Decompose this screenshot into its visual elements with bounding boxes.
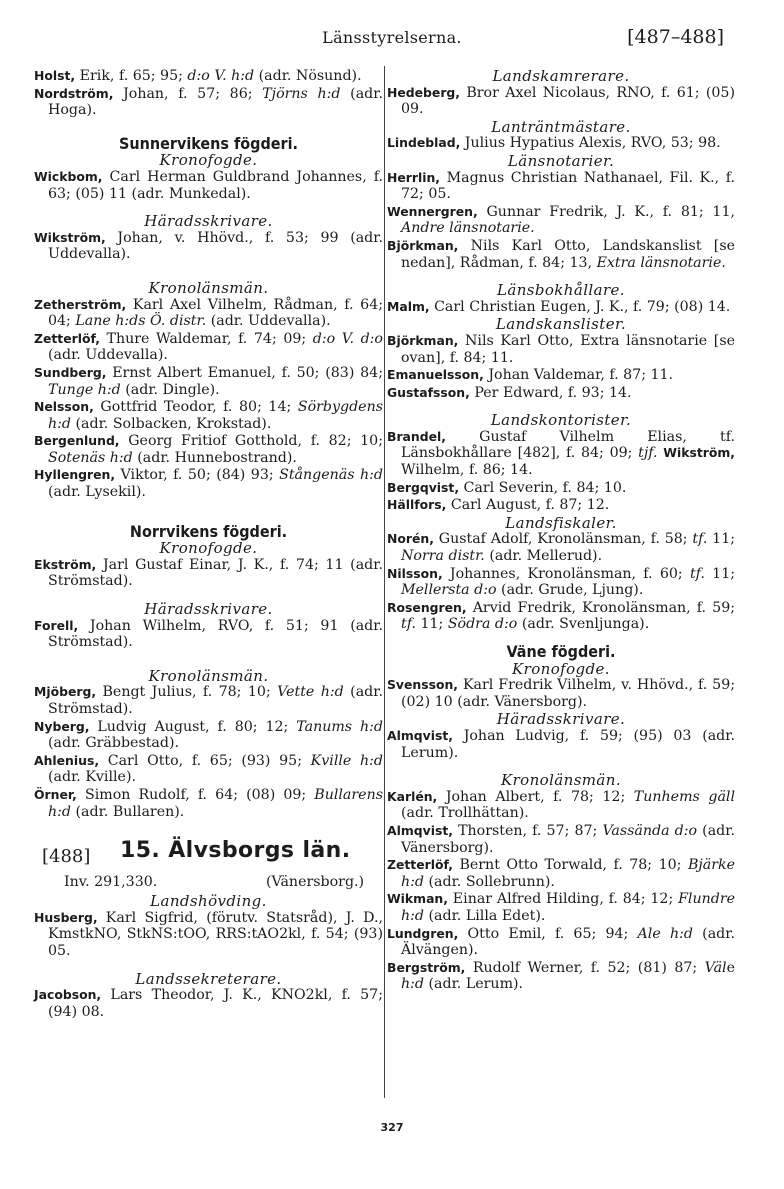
- entry-text: Johan Wilhelm, RVO, f. 51; 91 (adr. Strömstad).: [48, 617, 383, 651]
- person-entry: [387, 238, 735, 271]
- right-column: [387, 68, 735, 994]
- person-entry: [34, 910, 383, 960]
- entry-text: Carl Christian Eugen, J. K., f. 79; (08) 14.: [429, 298, 731, 315]
- office-title: Landskanslister.: [495, 315, 627, 334]
- entry-text: Per Edward, f. 93; 14.: [469, 384, 632, 401]
- entry-italic-text: Stångenäs h:d: [279, 467, 383, 484]
- person-name: Hyllengren,: [34, 467, 116, 483]
- page-title: Länsstyrelserna.: [322, 28, 462, 47]
- entry-italic-text: Norra distr.: [401, 548, 485, 565]
- person-name: Zetterlöf,: [34, 330, 100, 346]
- person-entry: [34, 68, 383, 85]
- entry-text: Bengt Julius, f. 78; 10;: [96, 684, 278, 701]
- entry-italic-text: d:o V. h:d: [187, 68, 255, 84]
- entry-text: Einar Alfred Hilding, f. 84; 12;: [447, 891, 679, 908]
- entry-italic-text: tjf.: [638, 445, 658, 462]
- office-title: Länsbokhållare.: [497, 281, 625, 300]
- person-name: Ekström,: [34, 556, 97, 572]
- person-entry: [34, 467, 383, 500]
- person-entry: [387, 677, 735, 710]
- person-entry: [387, 789, 735, 822]
- entry-italic-text: Ale h:d: [637, 925, 693, 942]
- person-entry: [34, 557, 383, 590]
- office-title: Lanträntmästare.: [491, 117, 631, 136]
- entry-text: Johan, v. Hhövd., f. 53; 99 (adr. Uddevalla).: [48, 229, 383, 263]
- person-entry: [34, 684, 383, 717]
- office-title: Kronofogde.: [512, 659, 610, 678]
- person-name: Wickbom,: [34, 168, 103, 184]
- entry-text: Karl Fredrik Vilhelm, v. Hhövd., f. 59; (02) 10 (adr. Vänersborg).: [401, 677, 735, 710]
- entry-italic-text: tf.: [692, 531, 708, 548]
- person-entry: [34, 618, 383, 651]
- entry-text: Ernst Albert Emanuel, f. 50; (83) 84;: [106, 364, 383, 381]
- entry-text: (adr. Strömstad).: [48, 684, 383, 717]
- entry-text: Rudolf Werner, f. 52; (81) 87;: [465, 959, 705, 976]
- person-name: Nordström,: [34, 85, 114, 101]
- entry-italic-text: Bullarens h:d: [48, 786, 383, 820]
- entry-text: (adr. Hoga).: [48, 85, 383, 119]
- person-name: Zetterlöf,: [387, 857, 453, 873]
- person-entry: [387, 135, 735, 152]
- person-name: Hedeberg,: [387, 84, 461, 100]
- entry-text: Bror Axel Nicolaus, RNO, f. 61; (05) 09.: [401, 84, 735, 118]
- entry-italic-text: Södra d:o: [447, 616, 518, 633]
- entry-italic-text: h:d: [401, 976, 424, 993]
- entry-text: (adr. Dingle).: [120, 381, 220, 398]
- section-heading: Sunnervikens fögderi.: [118, 133, 299, 153]
- person-name: Norén,: [387, 531, 434, 547]
- office-title: Kronolänsmän.: [501, 771, 621, 790]
- population-count: Inv. 291,330.: [64, 874, 158, 891]
- entry-text: Gunnar Fredrik, J. K., f. 81; 11,: [477, 203, 735, 220]
- entry-text: Jarl Gustaf Einar, J. K., f. 74; 11 (adr. Strömstad).: [48, 556, 383, 590]
- entry-italic-text: Tanums h:d: [296, 718, 383, 735]
- entry-text: (adr. Hunnebostrand).: [132, 449, 297, 466]
- office-title: Landssekreterare.: [135, 969, 282, 988]
- entry-italic-text: Bjärke h:d: [401, 857, 735, 890]
- entry-text: Viktor, f. 50; (84) 93;: [115, 467, 280, 484]
- person-entry: [34, 433, 383, 466]
- entry-text: (adr. Nösund).: [254, 68, 362, 84]
- person-name: Svensson,: [387, 677, 459, 693]
- office-title: Landsfiskaler.: [505, 513, 617, 532]
- person-entry: [387, 600, 735, 633]
- person-name: Almqvist,: [387, 727, 453, 743]
- person-name: Almqvist,: [387, 822, 453, 838]
- entry-italic-text: Tunge h:d: [48, 381, 121, 398]
- entry-italic-text: Tunhems gäll: [633, 788, 735, 805]
- person-entry: [34, 987, 383, 1020]
- county-heading: [34, 838, 383, 873]
- entry-text: Nils Karl Otto, Extra länsnotarie [se ovan], f. 84; 11.: [401, 332, 735, 366]
- spacer: [34, 264, 383, 280]
- person-name: Rosengren,: [387, 599, 467, 615]
- entry-text: (adr. Gräbbestad).: [48, 735, 180, 752]
- person-name: Herrlin,: [387, 169, 441, 185]
- entry-italic-text: Flundre h:d: [401, 891, 735, 924]
- entry-text: Johannes, Kronolänsman, f. 60;: [442, 565, 690, 582]
- entry-text: Georg Fritiof Gotthold, f. 82; 10;: [119, 433, 383, 450]
- person-entry: [387, 823, 735, 856]
- entry-text: Lars Theodor, J. K., KNO2kl, f. 57; (94) 08.: [48, 987, 383, 1020]
- column-divider: [384, 66, 385, 1098]
- entry-text: (adr. Lerum).: [424, 976, 524, 993]
- entry-text: Johan Ludvig, f. 59; (95) 03 (adr. Lerum).: [401, 727, 735, 761]
- population-line: [34, 873, 383, 893]
- entry-italic-text: Tjörns h:d: [262, 85, 341, 102]
- entry-text: Nils Karl Otto, Landskanslist [se nedan], Rådman, f. 84; 13,: [401, 237, 735, 271]
- running-header: [0, 28, 784, 58]
- person-entry: [387, 728, 735, 761]
- entry-text: Carl Herman Guldbrand Johannes, f. 63; (05) 11 (adr. Munkedal).: [48, 168, 383, 202]
- person-entry: [34, 753, 383, 786]
- person-name: Husberg,: [34, 909, 98, 925]
- entry-text: Carl Otto, f. 65; (93) 95;: [99, 752, 311, 769]
- person-entry: [387, 85, 735, 118]
- person-entry: [34, 230, 383, 263]
- folio-number: 327: [380, 1121, 404, 1134]
- entry-text: (adr. Sollebrunn).: [424, 873, 555, 890]
- page-range: [487–488]: [627, 26, 724, 48]
- person-name: Gustafsson,: [387, 384, 470, 400]
- person-name: Björkman,: [387, 237, 459, 253]
- person-entry: [387, 960, 735, 993]
- office-title: Kronolänsmän.: [148, 278, 269, 297]
- person-entry: [387, 857, 735, 890]
- entry-text: Wilhelm, f. 86; 14.: [401, 462, 533, 479]
- person-entry: [34, 331, 383, 364]
- person-name: Örner,: [34, 786, 77, 802]
- entry-text: Johan, f. 57; 86;: [113, 85, 263, 102]
- entry-text: Gustaf Adolf, Kronolänsman, f. 58;: [433, 531, 693, 548]
- entry-text: Carl Severin, f. 84; 10.: [459, 479, 627, 496]
- office-title: Kronofogde.: [159, 151, 258, 170]
- person-entry: [387, 429, 735, 479]
- entry-text: (adr. Lysekil).: [48, 484, 146, 501]
- entry-text: (adr. Solbacken, Krokstad).: [71, 415, 272, 432]
- person-name: Jacobson,: [34, 987, 102, 1003]
- county-title: 15. Älvsborgs län.: [120, 838, 351, 864]
- entry-italic-text: Vassända d:o: [602, 822, 698, 839]
- person-name: Hällfors,: [387, 497, 447, 513]
- person-entry: [387, 497, 735, 514]
- person-name: Bergström,: [387, 959, 466, 975]
- entry-text: Carl August, f. 87; 12.: [446, 497, 610, 514]
- office-title: Häradsskrivare.: [144, 212, 273, 231]
- entry-text: 11;: [415, 616, 448, 633]
- person-name: Ahlenius,: [34, 752, 100, 768]
- entry-text: (adr. Kville).: [48, 769, 136, 786]
- person-name: Bergenlund,: [34, 433, 120, 449]
- person-entry: [387, 566, 735, 599]
- entry-text: (adr. Lilla Edet).: [424, 907, 546, 924]
- person-name: Mjöberg,: [34, 684, 97, 700]
- person-name: Emanuelsson,: [387, 367, 484, 383]
- person-entry: [387, 385, 735, 402]
- entry-text: Thure Waldemar, f. 74; 09;: [99, 330, 313, 347]
- person-name: Nilsson,: [387, 565, 443, 581]
- person-name: Wikman,: [387, 891, 448, 907]
- entry-text: Otto Emil, f. 65; 94;: [458, 925, 638, 942]
- person-name: Sundberg,: [34, 364, 107, 380]
- entry-text: (adr. Uddevalla).: [48, 347, 168, 364]
- person-entry: [34, 787, 383, 820]
- person-entry: [34, 365, 383, 398]
- entry-italic-text: Andre länsnotarie.: [401, 220, 535, 237]
- entry-italic-text: Väl: [704, 959, 727, 976]
- person-name: Nyberg,: [34, 718, 90, 734]
- entry-italic-text: Vette h:d: [277, 684, 344, 701]
- entry-italic-text: Kville h:d: [310, 752, 383, 769]
- office-title: Länsnotarier.: [507, 151, 615, 170]
- entry-text: (adr. Svenljunga).: [517, 616, 650, 633]
- entry-text: Johan Valdemar, f. 87; 11.: [483, 367, 674, 384]
- person-entry: [34, 169, 383, 202]
- person-name: Malm,: [387, 298, 430, 314]
- entry-text: Bernt Otto Torwald, f. 78; 10;: [452, 857, 688, 874]
- person-entry: [387, 480, 735, 497]
- entry-text: (adr. Vänersborg).: [401, 822, 735, 856]
- person-name: Holst,: [34, 68, 76, 83]
- entry-text: Karl Sigfrid, (förutv. Statsråd), J. D., KmstkNO, StkNS:tOO, RRS:tAO2kl, f. 54; (93) 05.: [48, 909, 383, 959]
- entry-italic-text: tf.: [689, 565, 705, 582]
- entry-text: Ludvig August, f. 80; 12;: [89, 718, 297, 735]
- entry-italic-text: Mellersta d:o: [401, 582, 497, 599]
- person-entry: [387, 170, 735, 203]
- person-name: Bergqvist,: [387, 479, 460, 495]
- entry-text: Simon Rudolf, f. 64; (08) 09;: [76, 786, 315, 803]
- entry-text: 11;: [704, 565, 736, 582]
- person-name: Wennergren,: [387, 203, 478, 219]
- county-seat: (Vänersborg.): [266, 874, 365, 891]
- person-name: Lundgren,: [387, 925, 459, 941]
- person-entry: [34, 297, 383, 330]
- person-entry: [34, 719, 383, 752]
- person-entry: [387, 367, 735, 384]
- person-name: Zetherström,: [34, 296, 127, 312]
- office-title: Häradsskrivare.: [144, 600, 273, 619]
- person-name: Wikström,: [663, 445, 735, 461]
- entry-text: (adr. Mellerud).: [484, 548, 603, 565]
- office-title: Landshövding.: [150, 892, 267, 911]
- entry-text: Erik, f. 65; 95;: [75, 68, 188, 84]
- spacer: [34, 502, 383, 524]
- spacer: [34, 652, 383, 668]
- entry-text: Magnus Christian Nathanael, Fil. K., f. 72; 05.: [401, 169, 735, 203]
- person-entry: [387, 926, 735, 959]
- entry-italic-text: Extra länsnotarie.: [596, 254, 726, 271]
- county-page-number: [488]: [42, 846, 91, 868]
- entry-italic-text: Sotenäs h:d: [48, 449, 133, 466]
- office-title: Häradsskrivare.: [496, 710, 626, 729]
- entry-text: Julius Hypatius Alexis, RVO, 53; 98.: [460, 135, 721, 152]
- person-name: Forell,: [34, 617, 79, 633]
- entry-text: Gustaf Vilhelm Elias, tf. Länsbokhållare [482], f. 84; 09;: [401, 428, 735, 462]
- entry-text: 11;: [707, 531, 736, 548]
- person-name: Brandel,: [387, 428, 446, 444]
- person-entry: [34, 399, 383, 432]
- person-name: Lindeblad,: [387, 135, 461, 151]
- office-title: Kronolänsmän.: [148, 666, 269, 685]
- entry-text: (adr. Trollhättan).: [401, 805, 529, 822]
- entry-text: (adr. Uddevalla).: [206, 313, 331, 330]
- person-entry: [387, 891, 735, 924]
- person-name: Björkman,: [387, 332, 459, 348]
- entry-text: Johan Albert, f. 78; 12;: [437, 788, 634, 805]
- entry-italic-text: tf.: [401, 616, 416, 633]
- entry-text: (adr. Älvängen).: [401, 925, 735, 959]
- entry-italic-text: d:o V. d:o: [312, 330, 383, 347]
- entry-text: e: [726, 959, 735, 976]
- entry-text: Gottfrid Teodor, f. 80; 14;: [93, 399, 298, 416]
- person-name: Wikström,: [34, 229, 106, 245]
- left-column: [34, 68, 383, 1021]
- entry-text: Thorsten, f. 57; 87;: [452, 822, 603, 839]
- entry-text: (adr. Bullaren).: [71, 803, 185, 820]
- office-title: Landskontorister.: [490, 411, 632, 430]
- person-name: Nelsson,: [34, 399, 94, 415]
- person-entry: [387, 299, 735, 316]
- person-entry: [387, 333, 735, 366]
- entry-italic-text: Sörbygdens h:d: [48, 399, 383, 432]
- section-heading: Norrvikens fögderi.: [129, 521, 288, 541]
- person-entry: [387, 204, 735, 237]
- office-title: Landskamrerare.: [492, 67, 630, 85]
- entry-text: Arvid Fredrik, Kronolänsman, f. 59;: [466, 599, 735, 616]
- person-name: Karlén,: [387, 788, 438, 804]
- person-entry: [387, 531, 735, 564]
- entry-text: Karl Axel Vilhelm, Rådman, f. 64; 04;: [48, 296, 383, 330]
- entry-italic-text: Lane h:ds Ö. distr.: [75, 313, 207, 330]
- office-title: Kronofogde.: [159, 539, 258, 558]
- section-heading: Väne fögderi.: [506, 642, 616, 661]
- entry-text: (adr. Grude, Ljung).: [496, 582, 644, 599]
- person-entry: [34, 86, 383, 119]
